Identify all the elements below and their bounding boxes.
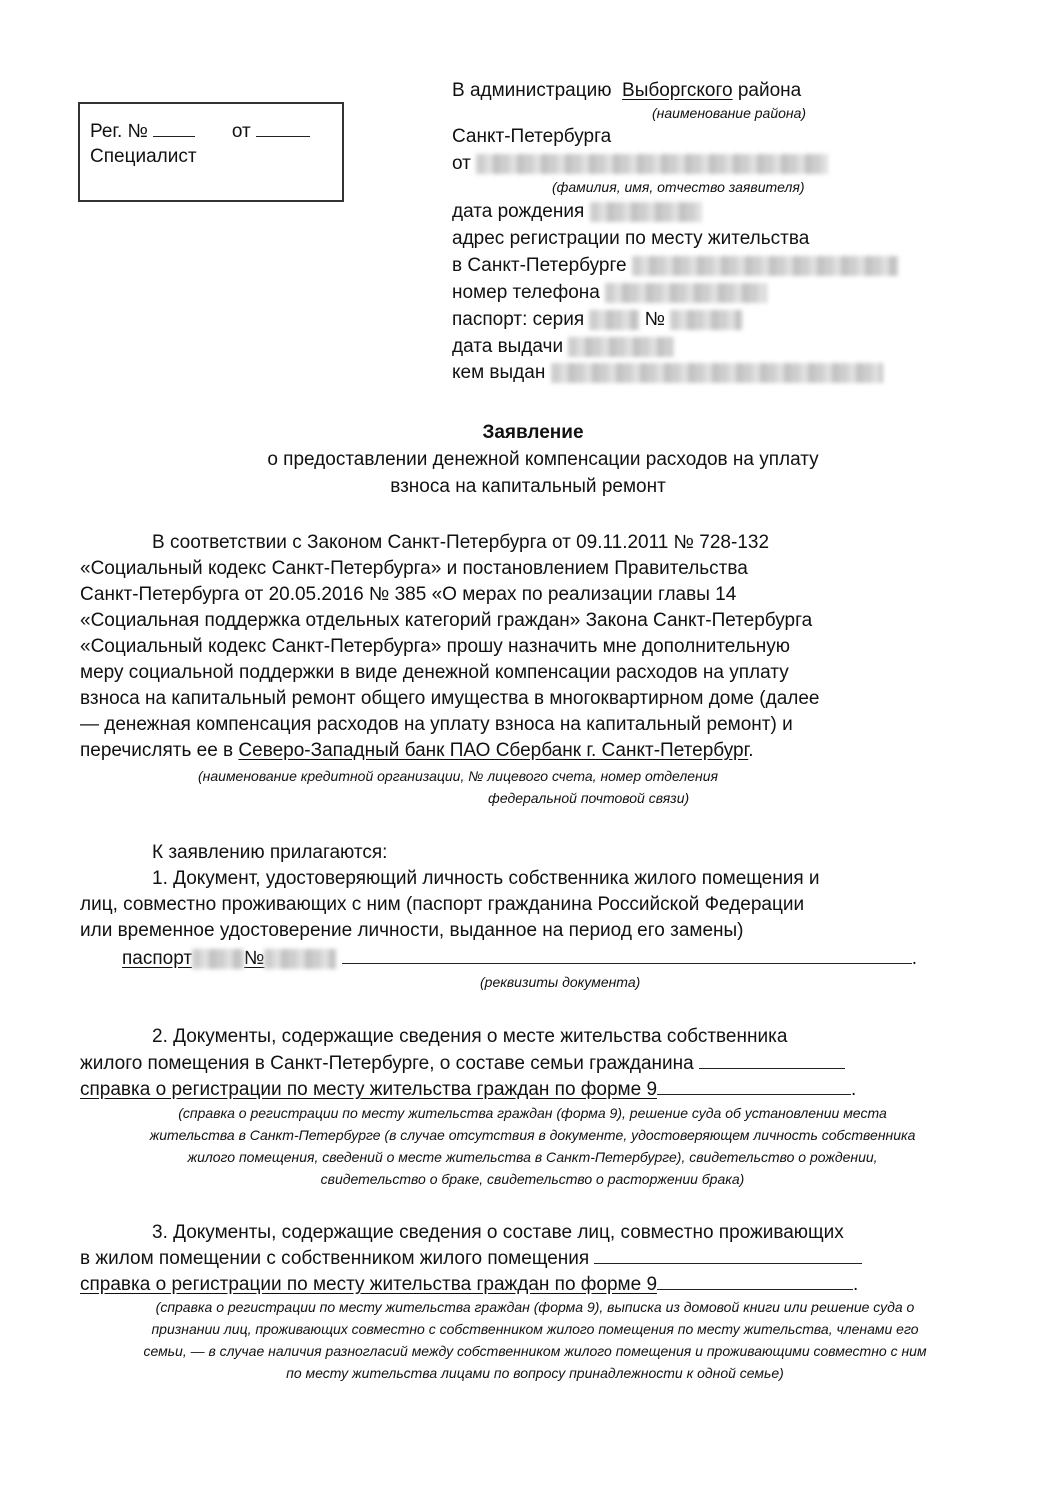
spb-label: в Санкт-Петербурге [452,255,627,276]
item1-dot: . [911,948,918,969]
fio-note: (фамилия, имя, отчество заявителя) [552,179,805,195]
birth-label: дата рождения [452,201,585,222]
item1-number-redacted[interactable] [264,949,336,969]
p1-line-1: В соответствии с Законом Санкт-Петербурга от 09.11.2011 № 728-132 [152,532,770,553]
applicant-from-label: от [452,153,471,174]
p1-line-7: взноса на капитальный ремонт общего имущества в многоквартирном доме (далее [80,688,820,709]
item2-note-3: жилого помещения, сведений о месте жительства в Санкт-Петербурге), свидетельство о рождении, [187,1149,878,1165]
bank-dot: . [748,740,754,761]
reg-number-label: Рег. № [90,121,148,142]
item2-line-2 [80,1050,845,1077]
item3-note-4: по месту жительства лицами по вопросу принадлежности к одной семье) [286,1365,784,1381]
passport-number-label: № [644,309,666,330]
item3-dot: . [853,1274,859,1295]
issued-by-label: кем выдан [452,362,546,383]
item1-line-2: лиц, совместно проживающих с ним (паспорт гражданина Российской Федерации [80,894,805,915]
bank-note-2: федеральной почтовой связи) [488,790,690,806]
address-redacted[interactable] [632,256,898,276]
item1-series-redacted[interactable] [192,949,244,969]
issued-by-redacted[interactable] [551,363,883,383]
item2-fill-value[interactable]: справка о регистрации по месту жительства граждан по форме 9 [80,1079,658,1100]
item2-line-1: 2. Документы, содержащие сведения о месте жительства собственника [152,1026,788,1047]
item3-fill-line [80,1271,858,1298]
p1-line-9 [80,738,753,764]
item2-family-field[interactable] [699,1050,845,1069]
applicant-line [452,151,828,177]
p1-line-6: меру социальной поддержки в виде денежной компенсации расходов на уплату [80,662,789,683]
addressee-prefix: В администрацию [452,80,612,101]
title-line1: о предоставлении денежной компенсации расходов на уплату [267,449,819,470]
p1-line-4: «Социальная поддержка отдельных категорий граждан» Закона Санкт-Петербурга [80,610,813,631]
item2-note-1: (справка о регистрации по месту жительства граждан (форма 9), решение суда об установлении места [178,1105,887,1121]
item3-line-2-text: в жилом помещении с собственником жилого помещения [80,1248,590,1269]
item2-note-4: свидетельство о браке, свидетельство о расторжении брака) [320,1171,745,1187]
registration-box [78,102,344,202]
issue-date-redacted[interactable] [568,337,674,357]
reg-date-field[interactable] [256,118,310,137]
item2-fill-line [80,1076,856,1103]
addressee-suffix: района [737,80,802,101]
issue-date-line [452,334,674,360]
item1-passport-label: паспорт [122,948,193,969]
item1-number-label: № [244,948,265,969]
phone-label: номер телефона [452,282,600,303]
title-line2: взноса на капитальный ремонт [390,476,666,497]
item1-note: (реквизиты документа) [480,974,641,990]
reg-number-field[interactable] [153,118,195,137]
item1-line-3: или временное удостоверение личности, выданное на период его замены) [80,920,744,941]
item1-requisites-field[interactable] [342,945,912,964]
item3-note-1: (справка о регистрации по месту жительства граждан (форма 9), выписка из домовой книги или решение суда о [155,1299,915,1315]
reg-number-line [90,118,310,145]
item3-note-2: признании лиц, проживающих совместно с собственником жилого помещения по месту жительства, членами его [151,1321,919,1337]
applicant-name-redacted[interactable] [476,154,828,174]
item2-dot: . [851,1079,857,1100]
passport-line [452,307,742,333]
birth-line [452,199,702,225]
item3-fill-value[interactable]: справка о регистрации по месту жительства граждан по форме 9 [80,1274,658,1295]
passport-series-redacted[interactable] [589,310,639,330]
item1-passport-line [122,945,917,972]
phone-redacted[interactable] [605,283,767,303]
passport-series-label: паспорт: серия [452,309,585,330]
bank-name[interactable]: Северо-Западный банк ПАО Сбербанк г. Санкт-Петербург [238,740,749,761]
city-label: Санкт-Петербурга [452,126,612,147]
item3-members-field[interactable] [594,1245,862,1264]
transfer-prefix: перечислять ее в [80,740,234,761]
reg-date-label: от [231,121,251,142]
item2-note-2: жительства в Санкт-Петербурге (в случае отсутствия в документе, удостоверяющем личность собственника [149,1127,916,1143]
passport-number-redacted[interactable] [670,310,742,330]
item3-line-2 [80,1245,862,1272]
bank-note-1: (наименование кредитной организации, № лицевого счета, номер отделения [198,768,718,784]
item3-line-1: 3. Документы, содержащие сведения о составе лиц, совместно проживающих [152,1222,844,1243]
phone-line [452,280,767,306]
p1-line-8: — денежная компенсация расходов на уплату взноса на капитальный ремонт) и [80,714,793,735]
specialist-label: Специалист [90,146,197,167]
spb-line [452,253,898,279]
title-heading: Заявление [482,422,584,443]
p1-line-2: «Социальный кодекс Санкт-Петербурга» и постановлением Правительства [80,558,748,579]
attach-intro: К заявлению прилагаются: [152,842,388,863]
p1-line-5: «Социальный кодекс Санкт-Петербурга» прошу назначить мне дополнительную [80,636,790,657]
addressee-line1 [452,78,801,104]
item3-fill-blank[interactable] [657,1271,853,1290]
item3-note-3: семьи, — в случае наличия разногласий между собственником жилого помещения и проживающими совместно с ним [143,1343,927,1359]
item1-line-1: 1. Документ, удостоверяющий личность собственника жилого помещения и [152,868,820,889]
p1-line-3: Санкт-Петербурга от 20.05.2016 № 385 «О мерах по реализации главы 14 [80,584,737,605]
district-value[interactable]: Выборгского [622,80,733,101]
issued-by-line [452,360,883,386]
item2-line-2-text: жилого помещения в Санкт-Петербурге, о составе семьи гражданина [80,1053,694,1074]
issue-date-label: дата выдачи [452,336,564,357]
address-label: адрес регистрации по месту жительства [452,228,810,249]
district-note: (наименование района) [652,105,807,121]
item2-fill-blank[interactable] [657,1076,851,1095]
birth-date-redacted[interactable] [590,202,702,222]
